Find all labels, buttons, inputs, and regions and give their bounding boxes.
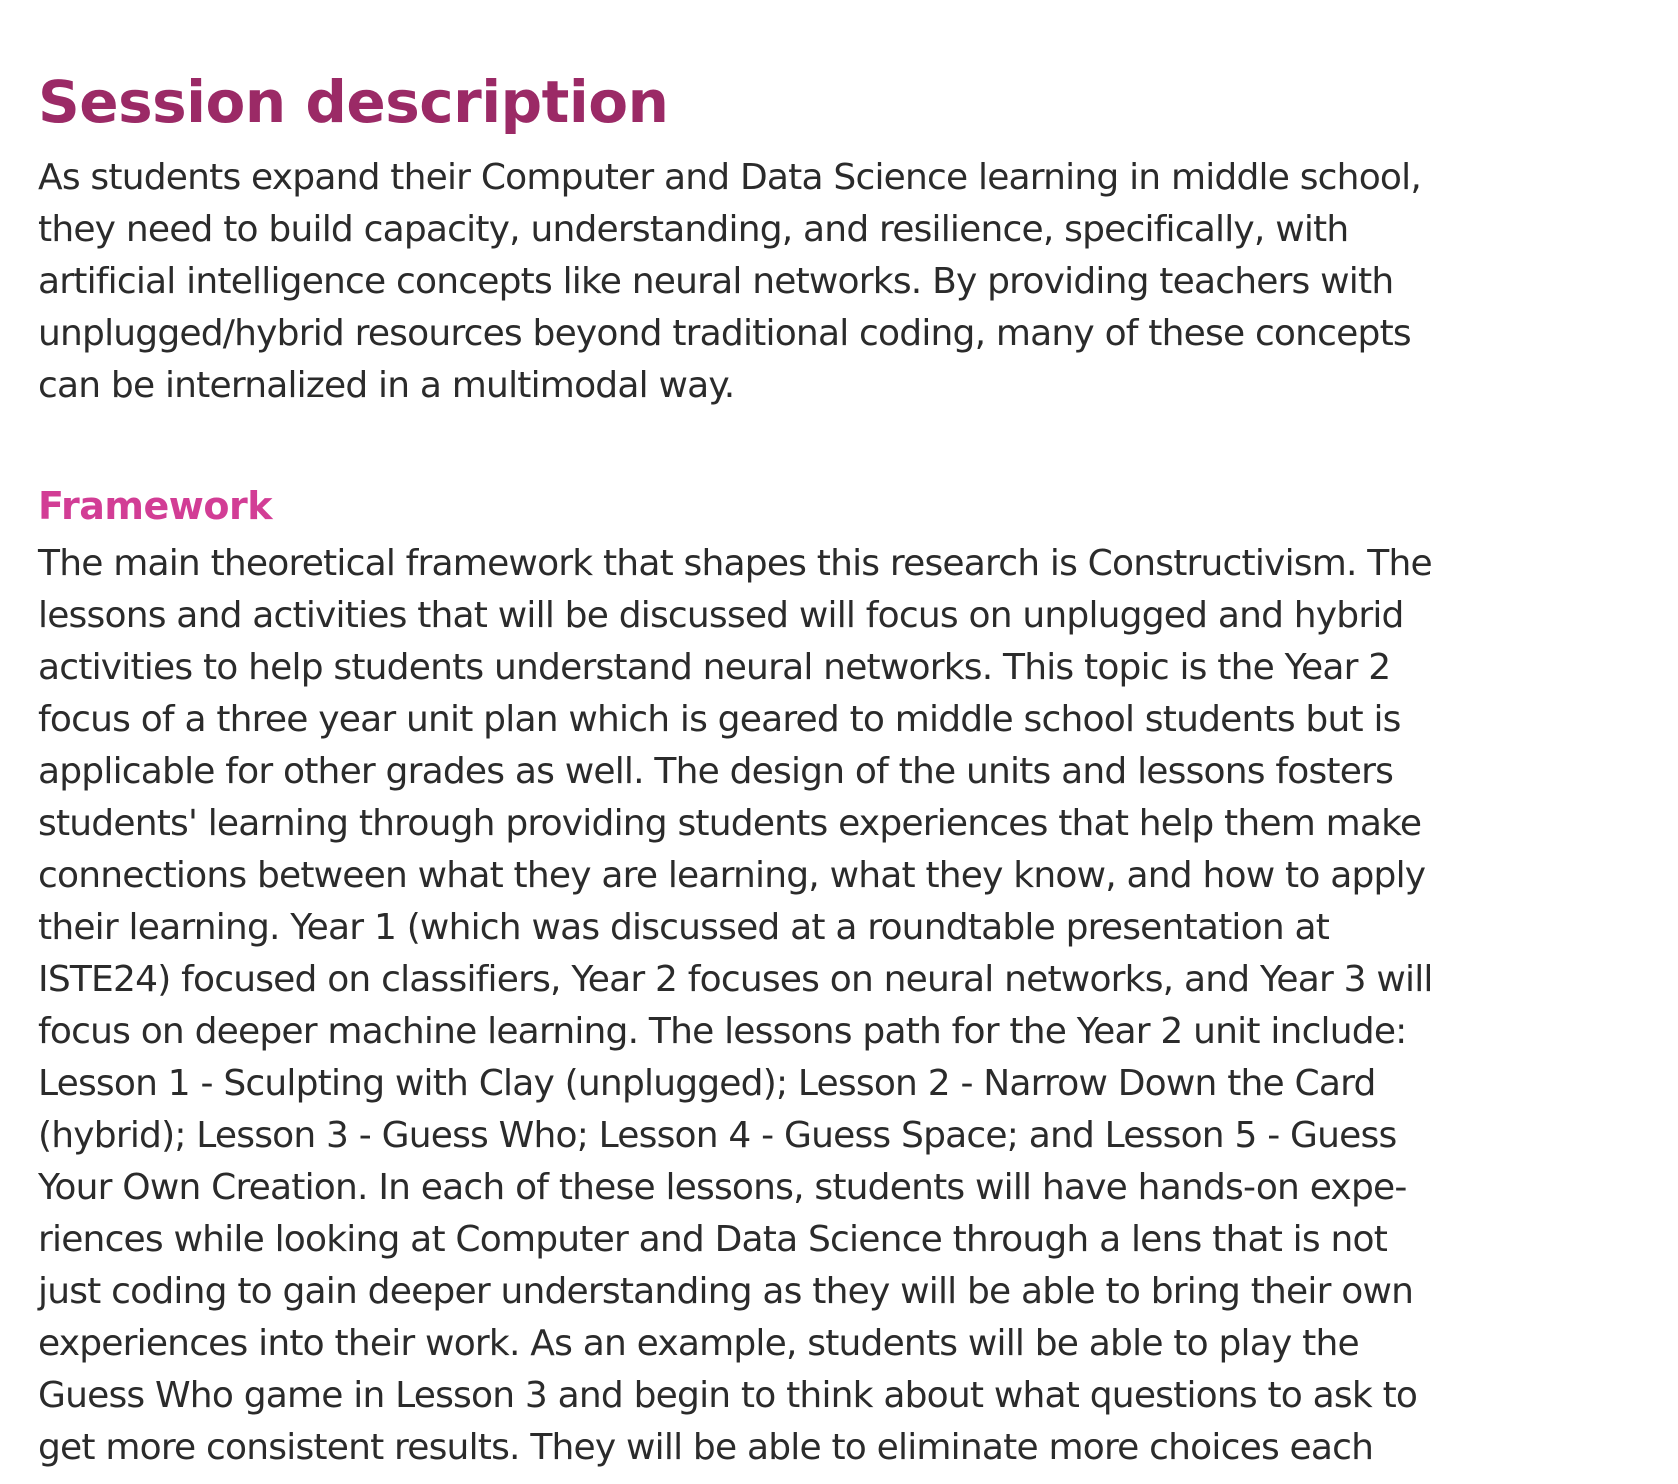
section-spacing: [38, 412, 1668, 478]
page-title: Session description: [38, 68, 669, 136]
framework-heading: Framework: [38, 484, 273, 528]
session-description-paragraph: As students expand their Computer and Data Science learning in middle school, they need to build capacity, understanding, and resilience, specifically, with artificial intelligence concepts like neural networks. By providing teachers with unplugged/hybrid resources beyond traditional coding, many of these concepts can be internalized in a multimodal way.: [38, 157, 1421, 406]
title-spacing: [38, 142, 1668, 152]
document-content: [38, 62, 1668, 1474]
framework-paragraph: The main theoretical framework that shapes this research is Constructivism. The lessons and activities that will be discussed will focus on unplugged and hybrid activities to help students understand neural networks. This topic is the Year 2 focus of a three year unit plan which is geared to middle school students but is applicable for other grades as well. The design of the units and lessons fosters students' learning through providing students experiences that help them make connections between what they are learning, what they know, and how to apply their learning. Year 1 (which was discussed at a roundtable presentation at ISTE24) focused on classifiers, Year 2 focuses on neural networks, and Year 3 will focus on deeper machine learning. The lessons path for the Year 2 unit include: Lesson 1 - Sculpting with Clay (unplugged); Lesson 2 - Narrow Down the Card (hybrid); Lesson 3 - Guess Who; Lesson 4 - Guess Space; and Lesson 5 - Guess Your Own Creation. In each of these lessons, students will have hands-on expe- riences while looking at Computer and Data Science through a lens that is not just coding to gain deeper understanding as they will be able to bring their own experiences into their work. As an example, students will be able to play the Guess Who game in Lesson 3 and begin to think about what questions to ask to get more consistent results. They will be able to eliminate more choices each: [38, 543, 1433, 1468]
